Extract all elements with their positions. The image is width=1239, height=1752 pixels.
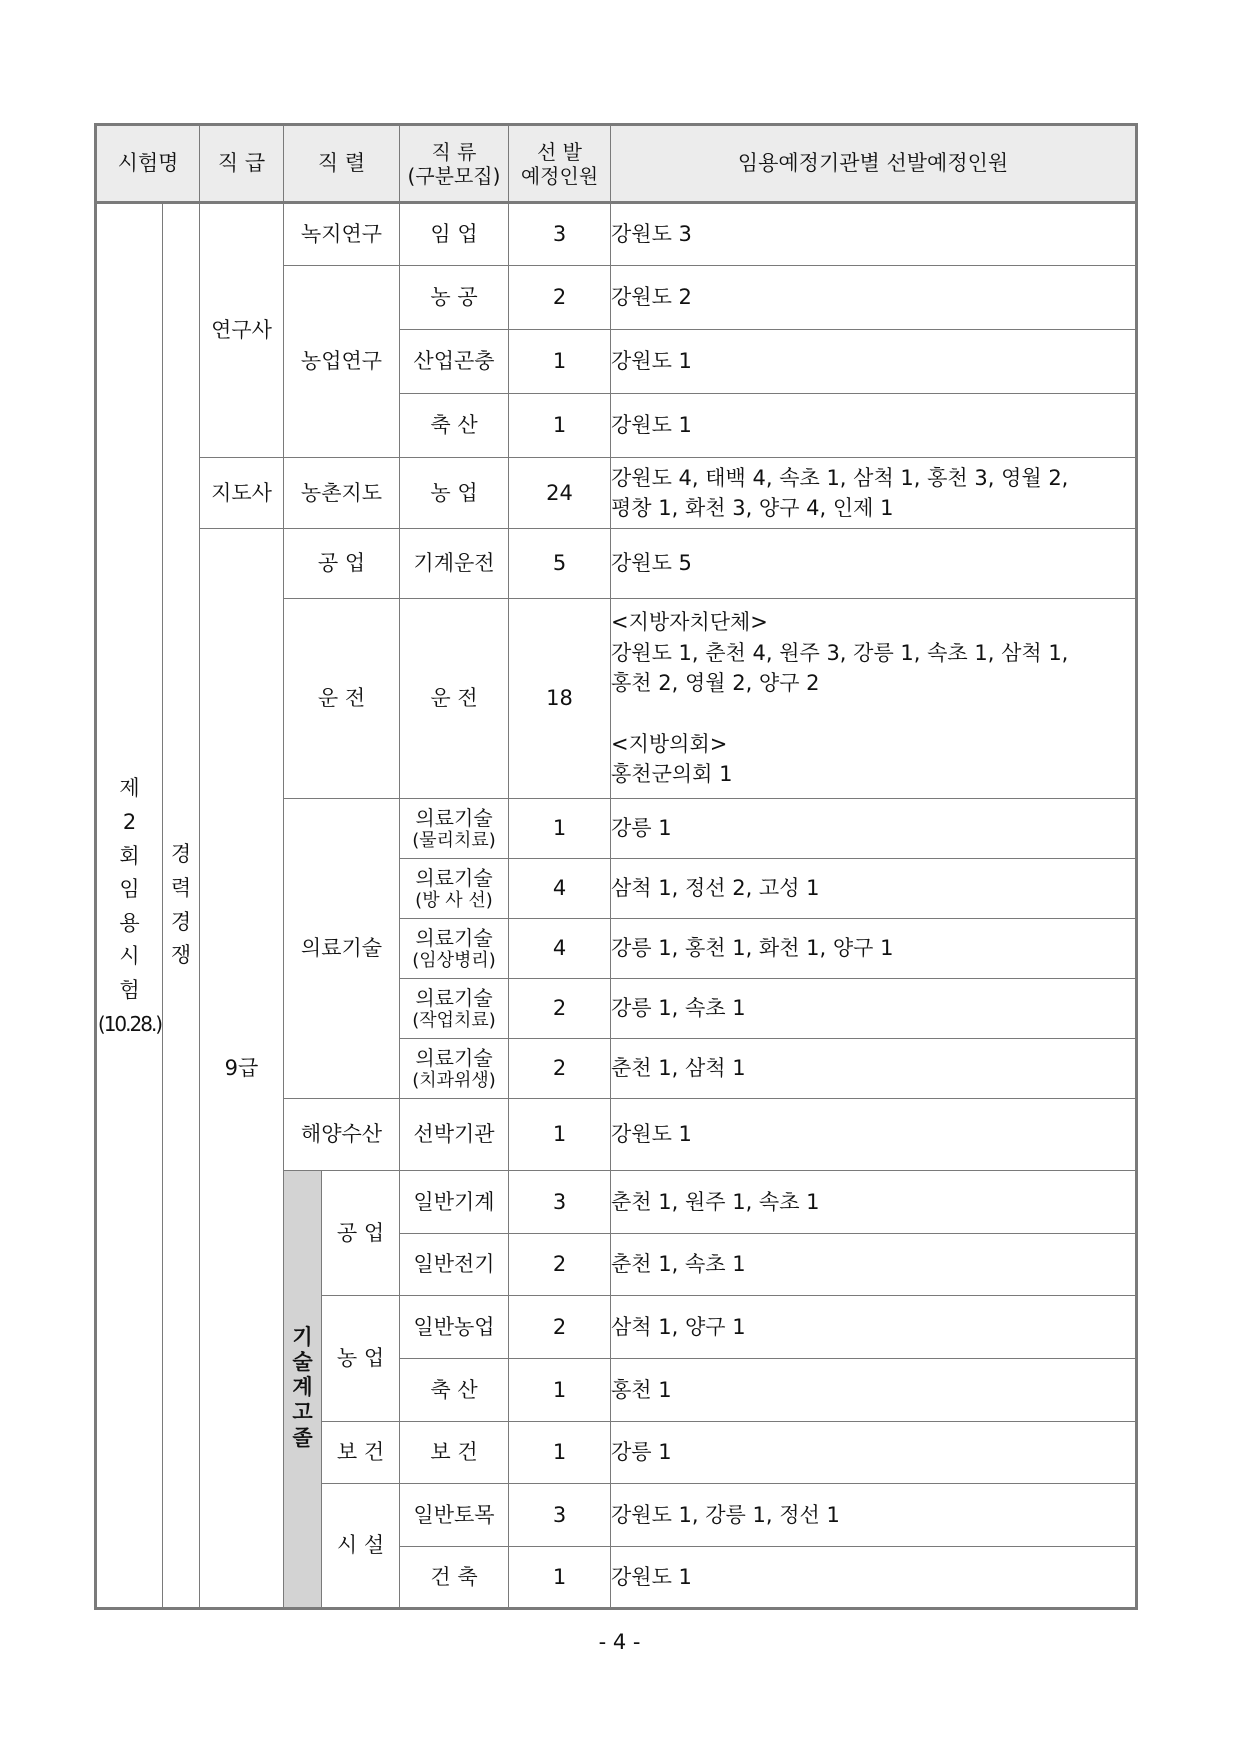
grade-9: 9급 xyxy=(200,529,284,1609)
grade-instructor: 지도사 xyxy=(200,458,284,529)
series-cell: 녹지연구 xyxy=(284,203,400,266)
header-series: 직 렬 xyxy=(284,125,400,203)
recruitment-table xyxy=(94,123,1138,1610)
count-cell: 2 xyxy=(509,1296,611,1359)
series-cell: 농업연구 xyxy=(284,266,400,458)
allocation-cell: 강릉 1, 속초 1 xyxy=(611,979,1137,1039)
count-cell: 5 xyxy=(509,529,611,599)
allocation-cell: 강원도 3 xyxy=(611,203,1137,266)
allocation-cell: 강원도 4, 태백 4, 속초 1, 삼척 1, 홍천 3, 영월 2, 평창 1, 화천 3, 양구 4, 인제 1 xyxy=(611,458,1137,529)
category-main: 의료기술 xyxy=(415,925,493,950)
count-cell: 1 xyxy=(509,1422,611,1484)
count-cell: 1 xyxy=(509,799,611,859)
category-cell: 일반전기 xyxy=(400,1234,509,1296)
category-sub: (작업치료) xyxy=(412,1009,496,1031)
header-category-line2: (구분모집) xyxy=(407,163,501,188)
allocation-cell: 강릉 1, 홍천 1, 화천 1, 양구 1 xyxy=(611,919,1137,979)
exam-name: 제2회임용시험 xyxy=(119,776,140,1002)
header-selection-line1: 선 발 xyxy=(537,139,582,164)
count-cell: 1 xyxy=(509,394,611,458)
allocation-cell: 삼척 1, 양구 1 xyxy=(611,1296,1137,1359)
allocation-cell: 춘천 1, 원주 1, 속초 1 xyxy=(611,1171,1137,1234)
count-cell: 4 xyxy=(509,859,611,919)
header-grade: 직 급 xyxy=(200,125,284,203)
count-cell: 18 xyxy=(509,599,611,799)
allocation-cell: 춘천 1, 삼척 1 xyxy=(611,1039,1137,1099)
exam-name-cell xyxy=(96,203,163,1609)
allocation-cell: 춘천 1, 속초 1 xyxy=(611,1234,1137,1296)
category-main: 의료기술 xyxy=(415,805,493,830)
category-cell: 운 전 xyxy=(400,599,509,799)
header-allocation: 임용예정기관별 선발예정인원 xyxy=(611,125,1137,203)
competition-type: 경력경쟁 xyxy=(170,842,192,968)
category-cell: 건 축 xyxy=(400,1547,509,1609)
category-cell: 일반토목 xyxy=(400,1484,509,1547)
category-cell: 산업곤충 xyxy=(400,330,509,394)
count-cell: 2 xyxy=(509,266,611,330)
allocation-cell: <지방자치단체> 강원도 1, 춘천 4, 원주 3, 강릉 1, 속초 1, 삼척 1, 홍천 2, 영월 2, 양구 2 <지방의회> 홍천군의회 1 xyxy=(611,599,1137,799)
count-cell: 1 xyxy=(509,330,611,394)
category-sub: (임상병리) xyxy=(412,949,496,971)
header-selection-line2: 예정인원 xyxy=(520,163,599,188)
allocation-cell: 강원도 1 xyxy=(611,330,1137,394)
exam-date: (10.28.) xyxy=(97,1011,162,1036)
category-cell xyxy=(400,799,509,859)
count-cell: 4 xyxy=(509,919,611,979)
allocation-cell: 강릉 1 xyxy=(611,1422,1137,1484)
category-cell: 일반농업 xyxy=(400,1296,509,1359)
category-main: 의료기술 xyxy=(415,1045,493,1070)
series-cell: 농 업 xyxy=(322,1296,400,1422)
category-cell: 임 업 xyxy=(400,203,509,266)
allocation-cell: 강릉 1 xyxy=(611,799,1137,859)
category-sub: (치과위생) xyxy=(412,1069,496,1091)
category-cell: 선박기관 xyxy=(400,1099,509,1171)
category-cell: 농 공 xyxy=(400,266,509,330)
header-category-line1: 직 류 xyxy=(431,139,477,164)
category-cell: 기계운전 xyxy=(400,529,509,599)
table-row xyxy=(96,458,1137,529)
category-cell xyxy=(400,859,509,919)
series-cell: 공 업 xyxy=(284,529,400,599)
category-cell xyxy=(400,1039,509,1099)
category-cell xyxy=(400,919,509,979)
page-number: - 4 - xyxy=(598,1630,641,1654)
category-cell: 축 산 xyxy=(400,394,509,458)
allocation-cell: 강원도 1, 강릉 1, 정선 1 xyxy=(611,1484,1137,1547)
category-sub: (물리치료) xyxy=(412,829,496,851)
competition-type-cell xyxy=(163,203,200,1609)
allocation-cell: 삼척 1, 정선 2, 고성 1 xyxy=(611,859,1137,919)
count-cell: 2 xyxy=(509,1234,611,1296)
allocation-cell: 강원도 2 xyxy=(611,266,1137,330)
count-cell: 3 xyxy=(509,1484,611,1547)
series-cell: 농촌지도 xyxy=(284,458,400,529)
category-cell: 일반기계 xyxy=(400,1171,509,1234)
table-row xyxy=(96,203,1137,266)
count-cell: 24 xyxy=(509,458,611,529)
category-main: 의료기술 xyxy=(415,865,493,890)
header-category xyxy=(400,125,509,203)
category-cell: 농 업 xyxy=(400,458,509,529)
allocation-cell: 강원도 1 xyxy=(611,1099,1137,1171)
highschool-label: 기술계고졸 xyxy=(292,1324,313,1450)
series-cell: 의료기술 xyxy=(284,799,400,1099)
grade-researcher: 연구사 xyxy=(200,203,284,458)
category-cell xyxy=(400,979,509,1039)
category-cell: 보 건 xyxy=(400,1422,509,1484)
count-cell: 1 xyxy=(509,1099,611,1171)
count-cell: 2 xyxy=(509,979,611,1039)
series-cell: 시 설 xyxy=(322,1484,400,1609)
count-cell: 1 xyxy=(509,1547,611,1609)
series-cell: 해양수산 xyxy=(284,1099,400,1171)
allocation-cell: 홍천 1 xyxy=(611,1359,1137,1422)
series-cell: 공 업 xyxy=(322,1171,400,1296)
header-selection xyxy=(509,125,611,203)
highschool-label-cell xyxy=(284,1171,322,1609)
series-cell: 보 건 xyxy=(322,1422,400,1484)
count-cell: 2 xyxy=(509,1039,611,1099)
count-cell: 1 xyxy=(509,1359,611,1422)
allocation-cell: 강원도 5 xyxy=(611,529,1137,599)
table-row xyxy=(96,529,1137,599)
allocation-cell: 강원도 1 xyxy=(611,394,1137,458)
category-main: 의료기술 xyxy=(415,985,493,1010)
count-cell: 3 xyxy=(509,1171,611,1234)
category-sub: (방 사 선) xyxy=(415,889,493,911)
series-cell: 운 전 xyxy=(284,599,400,799)
count-cell: 3 xyxy=(509,203,611,266)
category-cell: 축 산 xyxy=(400,1359,509,1422)
allocation-cell: 강원도 1 xyxy=(611,1547,1137,1609)
header-exam: 시험명 xyxy=(96,125,200,203)
